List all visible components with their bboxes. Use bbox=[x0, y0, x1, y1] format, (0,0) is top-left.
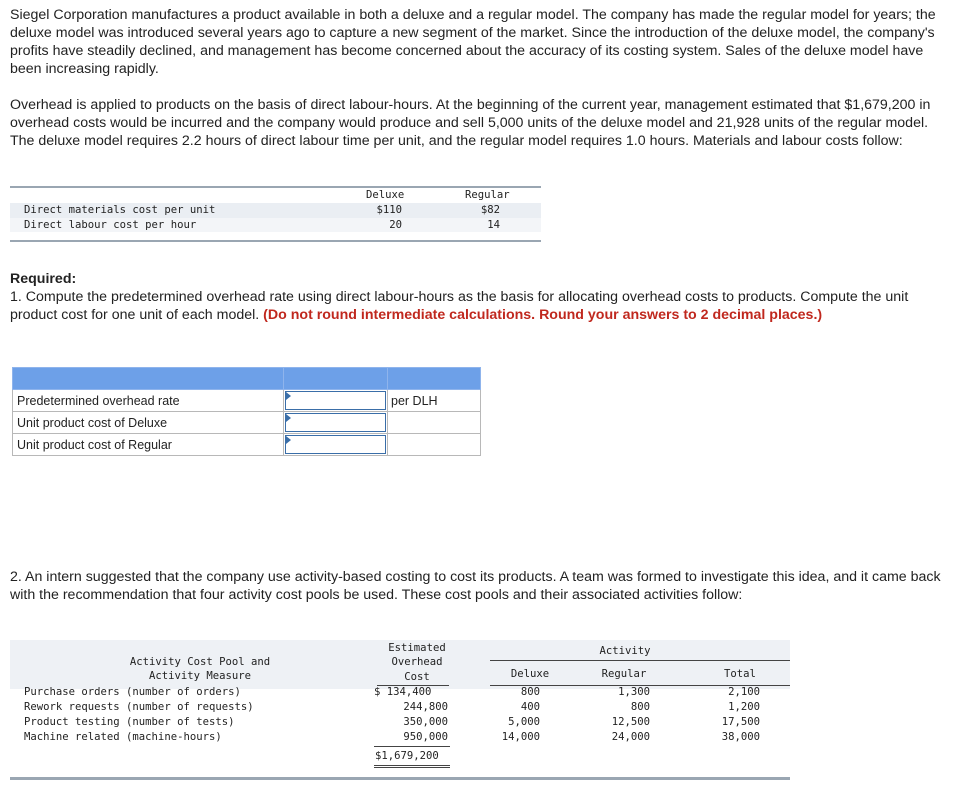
cell-deluxe: 800 bbox=[520, 686, 540, 698]
cell-regular: 800 bbox=[630, 701, 650, 713]
row-label: Predetermined overhead rate bbox=[13, 390, 284, 412]
question-1-instruction: (Do not round intermediate calculations. Round your answers to 2 decimal places.) bbox=[263, 307, 823, 323]
overhead-rate-input[interactable] bbox=[285, 391, 386, 410]
input-marker-icon bbox=[286, 436, 291, 444]
cell-regular: 24,000 bbox=[611, 731, 650, 743]
cell-deluxe: $110 bbox=[376, 204, 402, 216]
total-cost: $1,679,200 bbox=[375, 750, 439, 762]
cell-deluxe: 400 bbox=[520, 701, 540, 713]
intro-paragraph-2: Overhead is applied to products on the basis of direct labour-hours. At the beginning of the current year, management estimated that $1,679,200 in overhead costs would be incurred and the company would produce and sell 5,000 units of the deluxe model and 21,928 units of the regular model. The deluxe model requires 2.2 hours of direct labour time per unit, and the regular model requires 1.0 hours. Materials and labour costs follow: bbox=[10, 97, 931, 149]
cell-cost: $ 134,400 bbox=[374, 686, 432, 698]
row-label: Direct labour cost per hour bbox=[24, 219, 197, 231]
cell-total: 38,000 bbox=[721, 731, 760, 743]
question-1-text: 1. Compute the predetermined overhead rate using direct labour-hours as the basis for allocating overhead costs to products. Compute the unit product cost for one unit of each model. bbox=[10, 289, 909, 323]
input-marker-icon bbox=[286, 392, 291, 400]
header-cost: Cost bbox=[404, 671, 430, 683]
cell-cost: 350,000 bbox=[403, 716, 448, 728]
deluxe-cost-input-cell[interactable] bbox=[284, 412, 388, 434]
cell-deluxe: 14,000 bbox=[501, 731, 540, 743]
cell-deluxe: 20 bbox=[389, 219, 402, 231]
regular-cost-input-cell[interactable] bbox=[284, 434, 388, 456]
table-row bbox=[13, 434, 481, 456]
question-1 bbox=[10, 288, 950, 324]
row-label: Unit product cost of Regular bbox=[13, 434, 284, 456]
required-heading: Required: bbox=[10, 271, 77, 287]
regular-cost-input[interactable] bbox=[285, 435, 386, 454]
row-label: Purchase orders (number of orders) bbox=[24, 686, 241, 698]
deluxe-cost-input[interactable] bbox=[285, 413, 386, 432]
cell-regular: $82 bbox=[480, 204, 500, 216]
header-estimated: Estimated bbox=[388, 642, 446, 654]
col-header-deluxe: Deluxe bbox=[366, 189, 405, 201]
table-top-rule bbox=[10, 186, 541, 188]
table-bottom-rule bbox=[10, 240, 541, 242]
table-row bbox=[13, 390, 481, 412]
unit-label: per DLH bbox=[388, 390, 481, 412]
intro-paragraph-1: Siegel Corporation manufactures a product available in both a deluxe and a regular model. The company has made the regular model for years; the deluxe model was introduced several years ago to capture a new segment of the market. Since the introduction of the deluxe model, the company's profits have steadily declined, and management has become concerned about the accuracy of its costing system. Sales of the deluxe model have been increasing rapidly. bbox=[10, 7, 936, 77]
cell-total: 17,500 bbox=[721, 716, 760, 728]
cell-total: 2,100 bbox=[728, 686, 760, 698]
input-marker-icon bbox=[286, 414, 291, 422]
col-header-regular: Regular bbox=[465, 189, 510, 201]
table-bottom-rule bbox=[10, 777, 790, 780]
header-activity: Activity bbox=[599, 645, 651, 657]
header-overhead: Overhead bbox=[391, 656, 443, 668]
header-regular: Regular bbox=[601, 668, 647, 680]
header-deluxe: Deluxe bbox=[510, 668, 550, 680]
row-label: Product testing (number of tests) bbox=[24, 716, 235, 728]
row-label: Rework requests (number of requests) bbox=[24, 701, 254, 713]
row-label: Unit product cost of Deluxe bbox=[13, 412, 284, 434]
row-label: Direct materials cost per unit bbox=[24, 204, 216, 216]
cell-regular: 12,500 bbox=[611, 716, 650, 728]
cell-deluxe: 5,000 bbox=[508, 716, 540, 728]
question-2: 2. An intern suggested that the company use activity-based costing to cost its products. A team was formed to investigate this idea, and it came back with the recommendation that four activity cost pools be used. These cost pools and their associated activities follow: bbox=[10, 569, 941, 603]
header-total: Total bbox=[724, 668, 756, 680]
cell-regular: 14 bbox=[487, 219, 500, 231]
cell-regular: 1,300 bbox=[618, 686, 650, 698]
row-label: Machine related (machine-hours) bbox=[24, 731, 222, 743]
answer-table bbox=[12, 367, 481, 456]
overhead-rate-input-cell[interactable] bbox=[284, 390, 388, 412]
answer-table-header bbox=[13, 368, 481, 390]
activity-cost-table bbox=[10, 640, 790, 781]
cell-cost: 950,000 bbox=[403, 731, 448, 743]
table-row bbox=[13, 412, 481, 434]
header-measure: Activity Measure bbox=[148, 670, 252, 682]
header-pool: Activity Cost Pool and bbox=[129, 656, 271, 668]
cell-total: 1,200 bbox=[728, 701, 760, 713]
cell-cost: 244,800 bbox=[403, 701, 448, 713]
